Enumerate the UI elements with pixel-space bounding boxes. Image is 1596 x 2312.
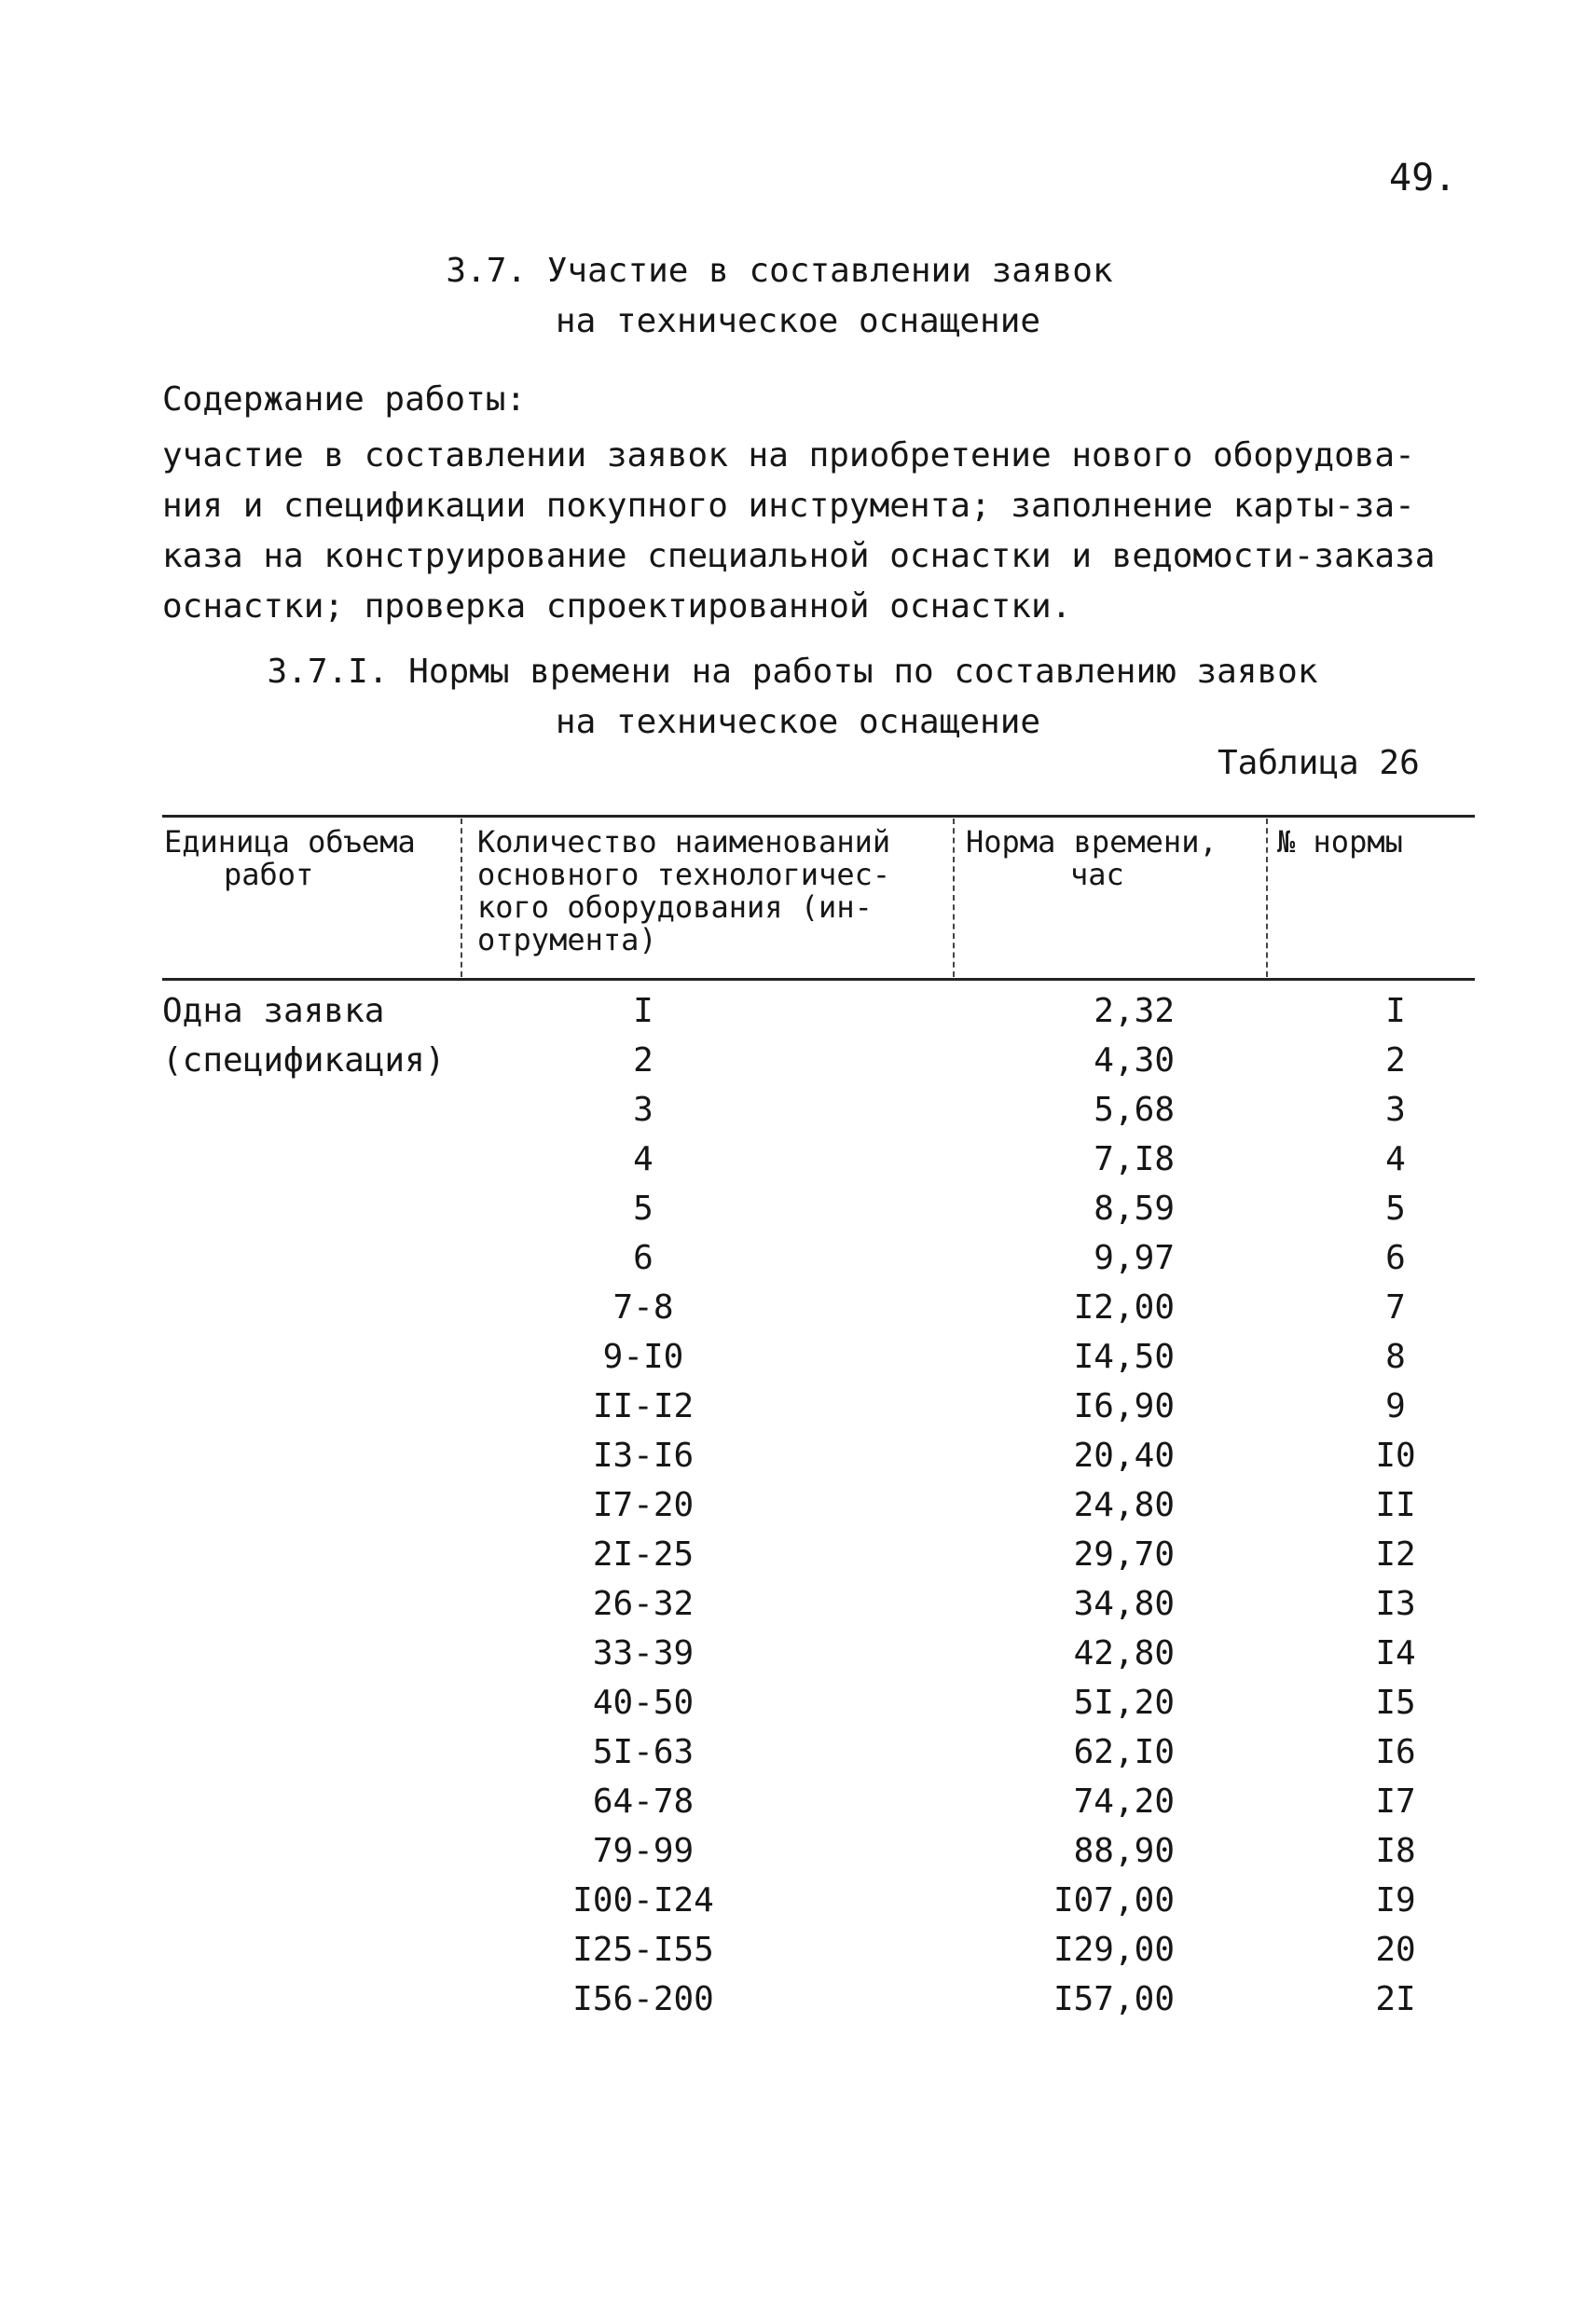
header-line: кого оборудования (ин- <box>477 889 873 925</box>
number-cell: I <box>1385 992 1406 1030</box>
table-row <box>0 1135 1596 1184</box>
table-row <box>0 986 1596 1036</box>
table-header-rule <box>162 978 1475 981</box>
count-cell: 5 <box>633 1190 654 1228</box>
header-unit <box>164 826 451 891</box>
table-row <box>0 1085 1596 1135</box>
count-cell: 7-8 <box>612 1288 674 1327</box>
count-cell: 9-I0 <box>602 1338 684 1376</box>
norm-cell: I2,00 <box>1073 1288 1175 1327</box>
table-row <box>0 1036 1596 1085</box>
count-cell: 33-39 <box>592 1634 695 1672</box>
count-cell: I3-I6 <box>592 1437 695 1475</box>
paragraph-line: ния и спецификации покупного инструмента; заполнение карты-за- <box>162 487 1415 525</box>
table-row <box>0 1925 1596 1975</box>
table-row <box>0 1283 1596 1332</box>
norm-cell: I29,00 <box>1053 1931 1175 1969</box>
table-row <box>0 1530 1596 1579</box>
norm-cell: 34,80 <box>1073 1585 1175 1623</box>
count-cell: 40-50 <box>592 1684 695 1722</box>
unit-line: Одна заявка <box>162 992 385 1030</box>
number-cell: 6 <box>1385 1239 1406 1277</box>
norm-cell: 4,30 <box>1094 1041 1175 1080</box>
table-row <box>0 1579 1596 1629</box>
norm-cell: 24,80 <box>1073 1486 1175 1524</box>
norm-cell: 42,80 <box>1073 1634 1175 1672</box>
number-cell: 2I <box>1375 1980 1416 2018</box>
table-row <box>0 1233 1596 1283</box>
norm-cell: 5,68 <box>1094 1091 1175 1129</box>
count-cell: 4 <box>633 1140 654 1178</box>
header-line: час <box>1070 857 1124 892</box>
header-line: № нормы <box>1277 824 1403 860</box>
count-cell: I25-I55 <box>572 1931 714 1969</box>
table-row <box>0 1678 1596 1727</box>
table-row <box>0 1184 1596 1233</box>
number-cell: I7 <box>1375 1782 1416 1821</box>
header-norm <box>966 826 1264 891</box>
table-label: Таблица 26 <box>1218 744 1420 782</box>
header-line: Норма времени, <box>966 824 1218 860</box>
number-cell: I5 <box>1375 1684 1416 1722</box>
number-cell: I8 <box>1375 1832 1416 1870</box>
number-cell: I4 <box>1375 1634 1416 1672</box>
table-row <box>0 1727 1596 1777</box>
number-cell: 2 <box>1385 1041 1406 1080</box>
table-row <box>0 1629 1596 1678</box>
table-row <box>0 1480 1596 1530</box>
table-top-rule <box>162 815 1475 818</box>
number-cell: 7 <box>1385 1288 1406 1327</box>
unit-line: (спецификация) <box>162 1041 446 1080</box>
number-cell: I2 <box>1375 1535 1416 1574</box>
header-number <box>1277 826 1473 859</box>
number-cell: 8 <box>1385 1338 1406 1376</box>
column-separator <box>461 819 462 977</box>
number-cell: II <box>1375 1486 1416 1524</box>
header-count <box>477 826 955 956</box>
count-cell: I <box>633 992 654 1030</box>
paragraph-line: участие в составлении заявок на приобретение нового оборудова- <box>162 436 1415 475</box>
number-cell: 5 <box>1385 1190 1406 1228</box>
number-cell: I9 <box>1375 1881 1416 1920</box>
section-title <box>0 246 1596 347</box>
column-separator <box>1266 819 1268 977</box>
count-cell: I7-20 <box>592 1486 695 1524</box>
number-cell: I3 <box>1375 1585 1416 1623</box>
norm-cell: I57,00 <box>1053 1980 1175 2018</box>
content-paragraph <box>162 431 1467 632</box>
paragraph-line: каза на конструирование специальной оснастки и ведомости-заказа <box>162 537 1436 575</box>
norm-cell: 7,I8 <box>1094 1140 1175 1178</box>
number-cell: 3 <box>1385 1091 1406 1129</box>
table-row <box>0 1777 1596 1826</box>
count-cell: 64-78 <box>592 1782 695 1821</box>
header-line: Единица объема <box>164 824 416 860</box>
count-cell: I00-I24 <box>572 1881 714 1920</box>
count-cell: 5I-63 <box>592 1733 695 1771</box>
norm-cell: I6,90 <box>1073 1387 1175 1425</box>
subsection-title-line: на техническое оснащение <box>555 703 1041 741</box>
section-title-line: 3.7. Участие в составлении заявок <box>446 252 1113 290</box>
table-row <box>0 1975 1596 2024</box>
count-cell: II-I2 <box>592 1387 695 1425</box>
count-cell: 26-32 <box>592 1585 695 1623</box>
norm-cell: 74,20 <box>1073 1782 1175 1821</box>
content-label: Содержание работы: <box>162 380 527 419</box>
norm-cell: 29,70 <box>1073 1535 1175 1574</box>
norm-cell: 5I,20 <box>1073 1684 1175 1722</box>
header-line: отрумента) <box>477 922 657 957</box>
norm-cell: 2,32 <box>1094 992 1175 1030</box>
norm-cell: 88,90 <box>1073 1832 1175 1870</box>
page-number: 49. <box>1389 157 1457 200</box>
norm-cell: 62,I0 <box>1073 1733 1175 1771</box>
table-row <box>0 1431 1596 1480</box>
subsection-title <box>0 647 1596 748</box>
table-row <box>0 1332 1596 1382</box>
number-cell: I0 <box>1375 1437 1416 1475</box>
table-row <box>0 1382 1596 1431</box>
section-title-line: на техническое оснащение <box>555 302 1041 340</box>
count-cell: 2 <box>633 1041 654 1080</box>
table-row <box>0 1876 1596 1925</box>
table-row <box>0 1826 1596 1876</box>
count-cell: 2I-25 <box>592 1535 695 1574</box>
norm-cell: 9,97 <box>1094 1239 1175 1277</box>
number-cell: 9 <box>1385 1387 1406 1425</box>
header-line: Количество наименований <box>477 824 891 860</box>
number-cell: 4 <box>1385 1140 1406 1178</box>
count-cell: 6 <box>633 1239 654 1277</box>
header-line: работ <box>224 857 314 892</box>
count-cell: I56-200 <box>572 1980 714 2018</box>
count-cell: 79-99 <box>592 1832 695 1870</box>
header-line: основного технологичес- <box>477 857 891 892</box>
norm-cell: 8,59 <box>1094 1190 1175 1228</box>
table-body <box>0 986 1596 2024</box>
count-cell: 3 <box>633 1091 654 1129</box>
norm-cell: I07,00 <box>1053 1881 1175 1920</box>
number-cell: 20 <box>1375 1931 1416 1969</box>
paragraph-line: оснастки; проверка спроектированной оснастки. <box>162 587 1072 626</box>
number-cell: I6 <box>1375 1733 1416 1771</box>
subsection-title-line: 3.7.I. Нормы времени на работы по составлению заявок <box>267 653 1318 691</box>
norm-cell: I4,50 <box>1073 1338 1175 1376</box>
norm-cell: 20,40 <box>1073 1437 1175 1475</box>
